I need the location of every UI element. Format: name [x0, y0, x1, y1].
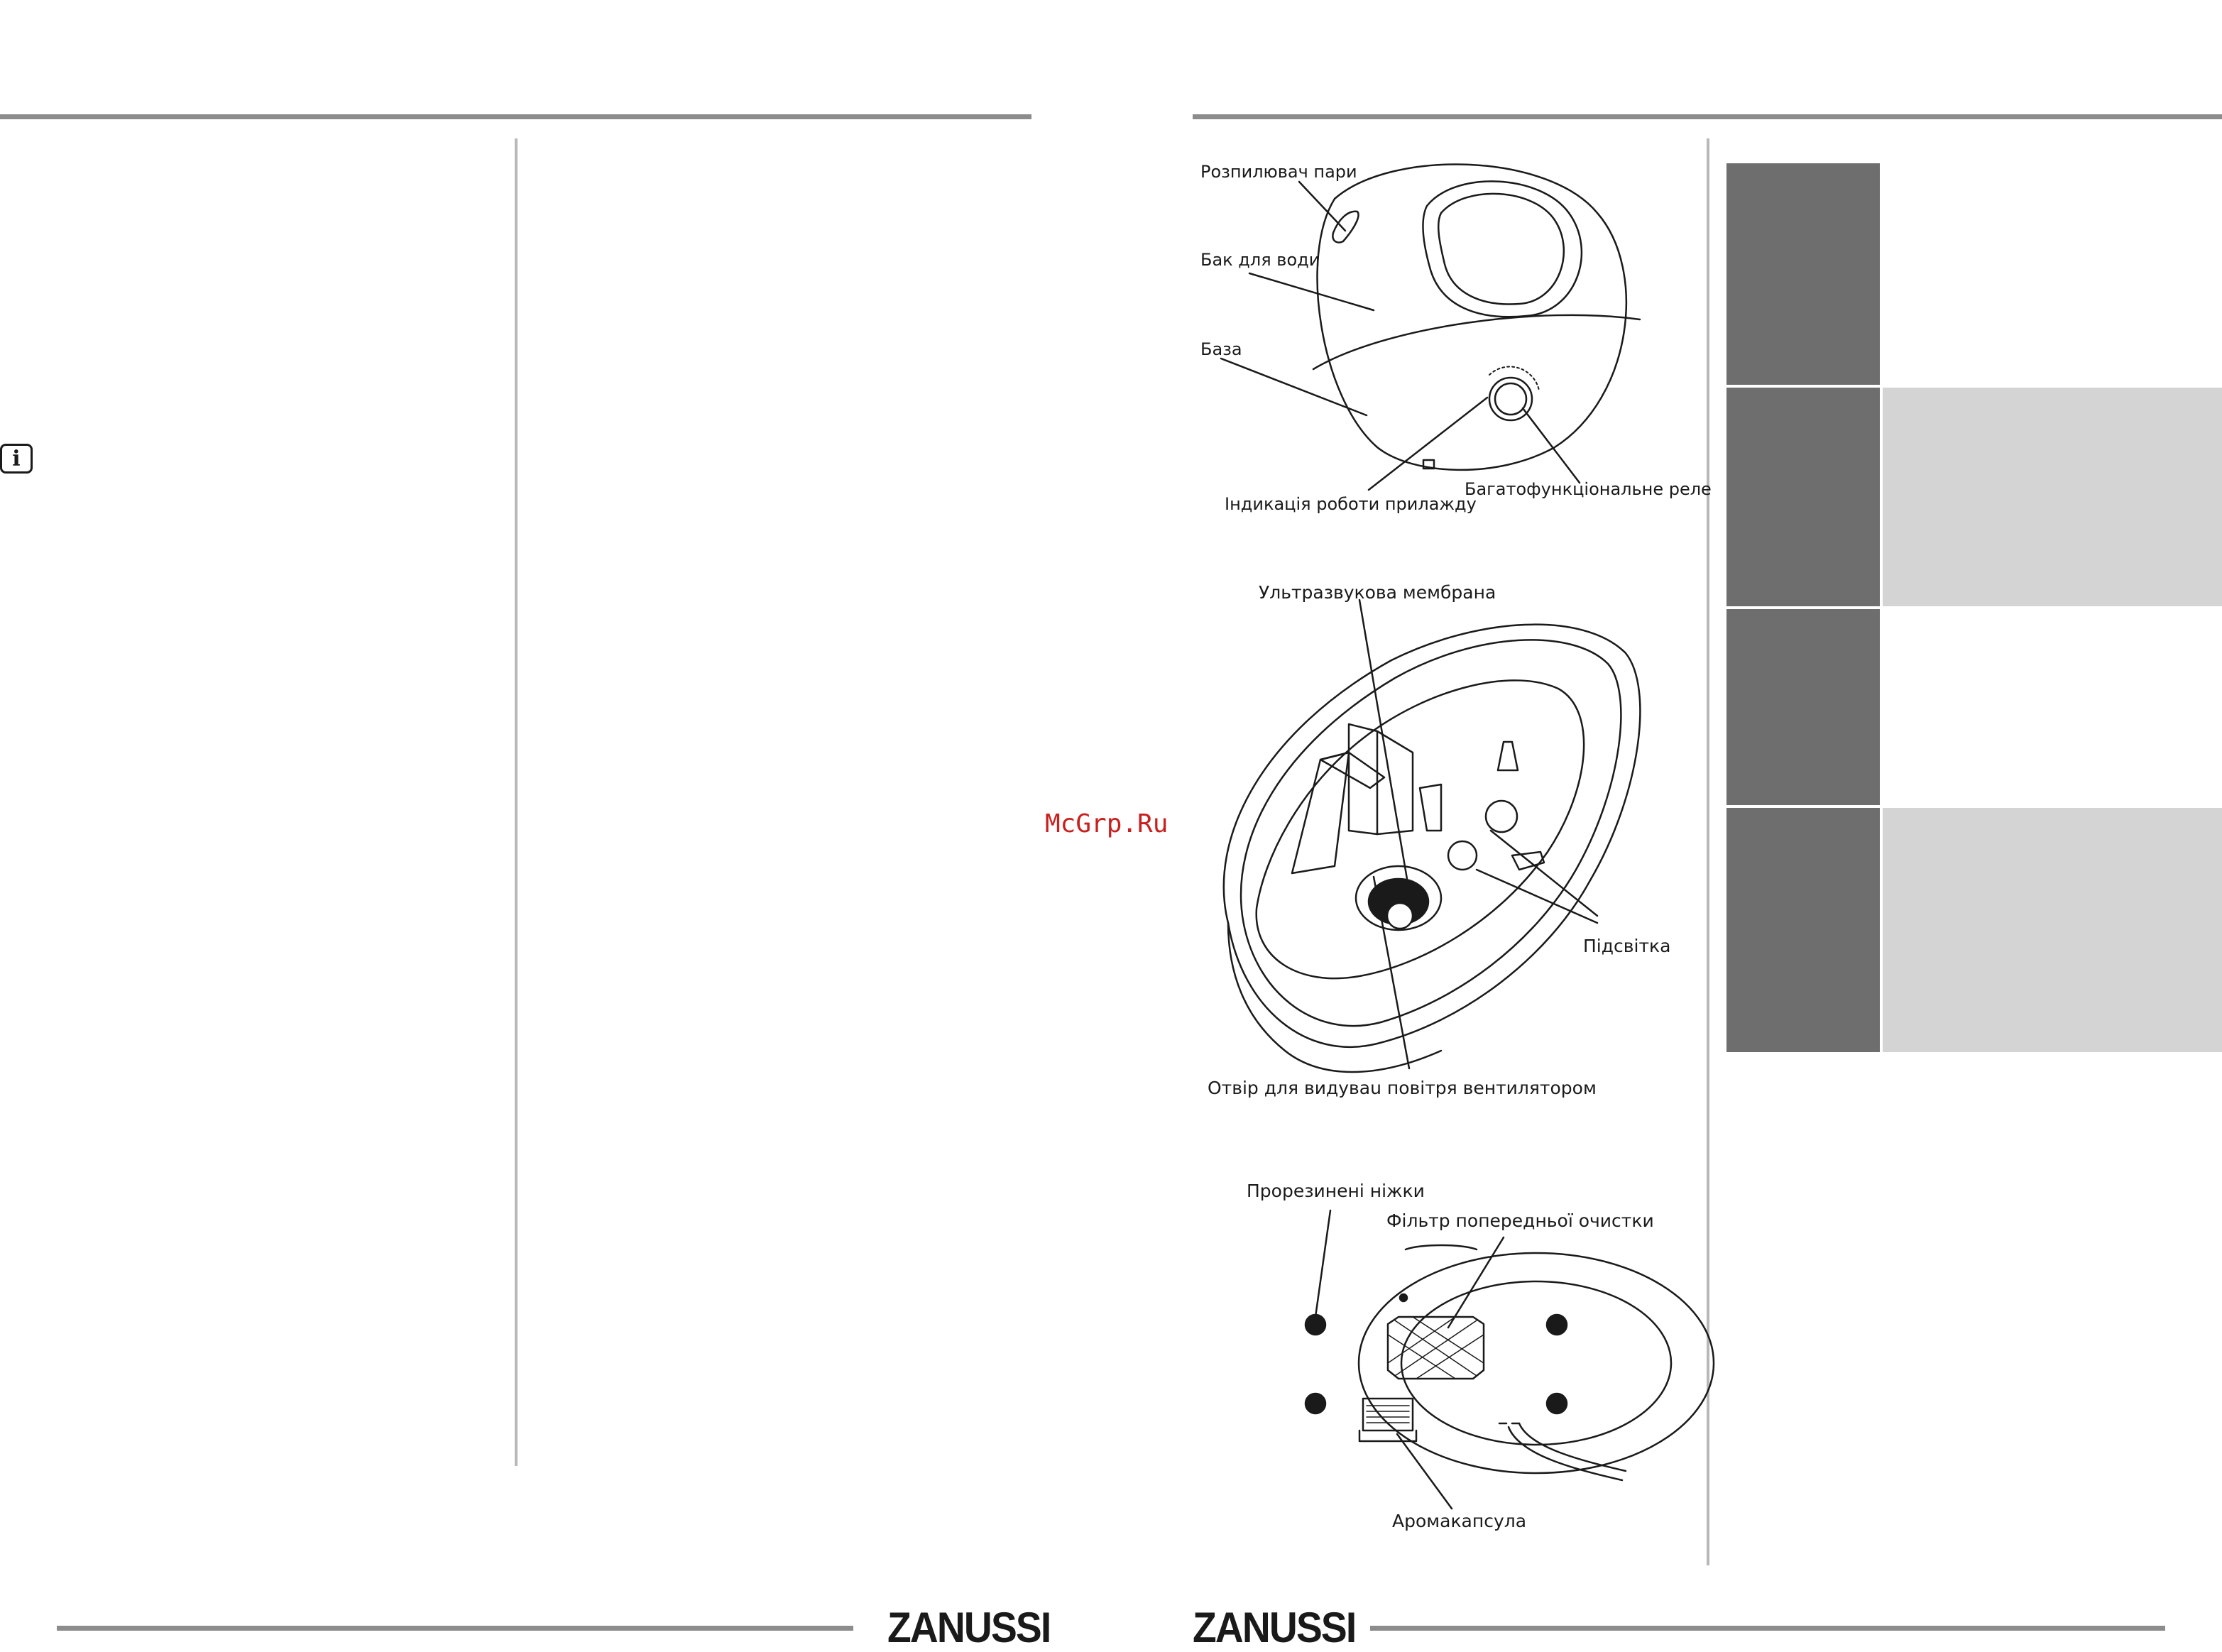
label-base: База — [1200, 339, 1242, 359]
zanussi-logo-right: ZANUSSI — [1193, 1604, 1356, 1651]
label-aroma: Аромакапсула — [1392, 1511, 1527, 1531]
label-indicator: Індикація роботи прилажду — [1225, 494, 1477, 514]
label-fan-opening: Отвір для видуваu повітря вентилятором — [1208, 1078, 1597, 1098]
zanussi-logo-left: ZANUSSI — [887, 1604, 1051, 1651]
footer-rule-right — [1370, 1626, 2165, 1631]
label-sprayer: Розпилювач пари — [1200, 162, 1357, 182]
label-backlight: Підсвітка — [1583, 936, 1671, 956]
label-filter: Фільтр попередньої очистки — [1386, 1210, 1654, 1231]
info-icon: i — [0, 444, 33, 474]
humidifier-front-view — [1221, 164, 1640, 490]
humidifier-bottom-view — [1306, 1210, 1714, 1509]
humidifier-base-view — [1224, 600, 1641, 1072]
watermark: McGrp.Ru — [1045, 809, 1169, 838]
label-feet: Прорезинені ніжки — [1247, 1181, 1425, 1201]
label-membrane: Ультразвукова мембрана — [1259, 582, 1496, 603]
label-relay: Багатофункціональне реле — [1465, 479, 1712, 499]
label-tank: Бак для води — [1200, 250, 1320, 270]
footer-rule-left — [57, 1626, 853, 1631]
